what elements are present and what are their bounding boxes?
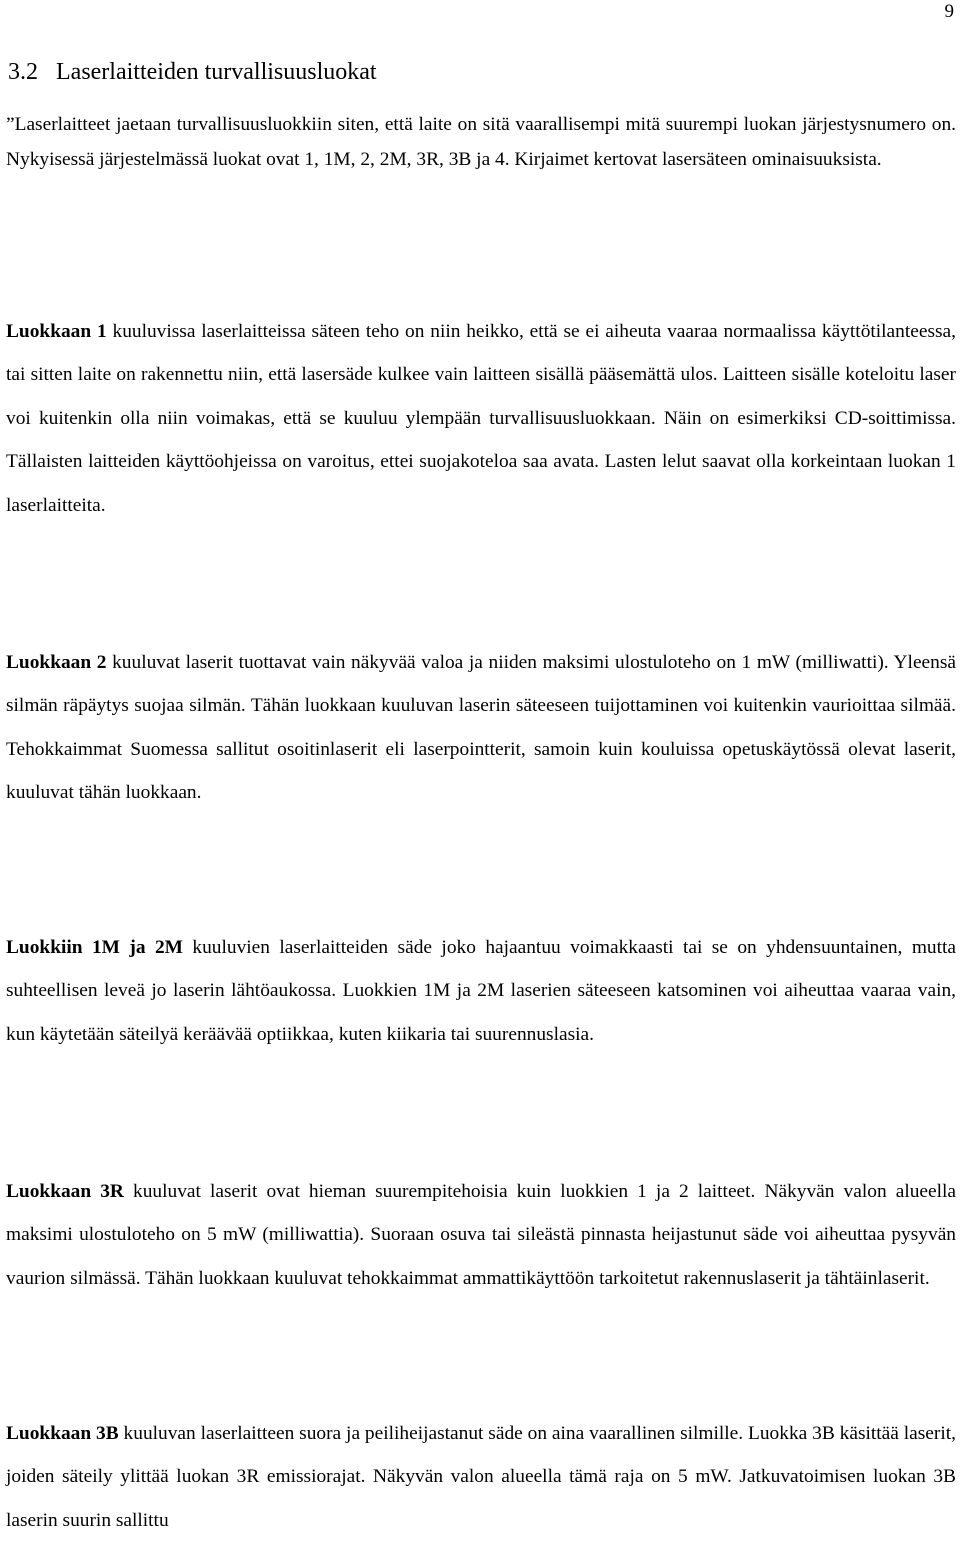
paragraph-text: kuuluvan laserlaitteen suora ja peiliheijastanut säde on aina vaarallinen silmille. Luokka 3B käsittää laserit, joiden säteily ylittää luokan 3R emissiorajat. Näkyvän valon alueella tämä raja on 5 mW. Jatkuvatoimisen luokan 3B laserin suurin sallittu xyxy=(6,1423,956,1531)
paragraph-class-3r xyxy=(6,1170,956,1300)
paragraph-class-2 xyxy=(6,641,956,815)
page-number: 9 xyxy=(944,1,954,22)
intro-quote-paragraph: ”Laserlaitteet jaetaan turvallisuusluokkiin siten, että laite on sitä vaarallisempi mitä suurempi luokan järjestysnumero on. Nykyisessä järjestelmässä luokat ovat 1, 1M, 2, 2M, 3R, 3B ja 4. Kirjaimet kertovat lasersäteen ominaisuuksista. xyxy=(6,114,956,170)
paragraph-text: kuuluvat laserit ovat hieman suurempitehoisia kuin luokkien 1 ja 2 laitteet. Näkyvän valon alueella maksimi ulostuloteho on 5 mW (milliwattia). Suoraan osuva tai sileästä pinnasta heijastunut säde voi aiheuttaa pysyvän vaurion silmässä. Tähän luokkaan kuuluvat tehokkaimmat ammattikäyttöön tarkoitetut rakennuslaserit ja tähtäinlaserit. xyxy=(6,1181,957,1289)
section-heading xyxy=(8,56,377,88)
paragraph-text: kuuluvissa laserlaitteissa säteen teho on niin heikko, että se ei aiheuta vaaraa normaalissa käyttötilanteessa, tai sitten laite on rakennettu niin, että lasersäde kulkee vain laitteen sisällä pääsemättä ulos. Laitteen sisälle koteloitu laser voi kuitenkin olla niin voimakas, että se kuuluu ylempään turvallisuusluokkaan. Näin on esimerkiksi CD-soittimissa. Tällaisten laitteiden käyttöohjeissa on varoitus, ettei suojakoteloa saa avata. Lasten lelut saavat olla korkeintaan luokan 1 laserlaitteita. xyxy=(6,321,956,516)
paragraph-text: kuuluvat laserit tuottavat vain näkyvää valoa ja niiden maksimi ulostuloteho on 1 mW (milliwatti). Yleensä silmän räpäytys suojaa silmän. Tähän luokkaan kuuluvan laserin säteeseen tuijottaminen voi kuitenkin vaurioittaa silmää. Tehokkaimmat Suomessa sallitut osoitinlaserit eli laserpointterit, samoin kuin kouluissa opetuskäytössä olevat laserit, kuuluvat tähän luokkaan. xyxy=(6,652,957,804)
paragraph-class-1m-2m xyxy=(6,926,956,1056)
paragraph-class-3b xyxy=(6,1412,956,1542)
paragraph-lead: Luokkiin 1M ja 2M xyxy=(6,937,183,958)
paragraph-lead: Luokkaan 3B xyxy=(6,1423,119,1444)
paragraph-text: kuuluvien laserlaitteiden säde joko hajaantuu voimakkaasti tai se on yhdensuuntainen, mutta suhteellisen leveä jo laserin lähtöaukossa. Luokkien 1M ja 2M laserien säteeseen katsominen voi aiheuttaa vaaraa vain, kun käytetään säteilyä keräävää optiikkaa, kuten kiikaria tai suurennuslasia. xyxy=(6,937,956,1045)
paragraph-class-1 xyxy=(6,310,956,527)
section-number: 3.2 xyxy=(8,59,38,85)
paragraph-lead: Luokkaan 3R xyxy=(6,1181,124,1202)
paragraph-lead: Luokkaan 2 xyxy=(6,652,107,673)
paragraph-lead: Luokkaan 1 xyxy=(6,321,107,342)
section-title: Laserlaitteiden turvallisuusluokat xyxy=(56,59,377,85)
